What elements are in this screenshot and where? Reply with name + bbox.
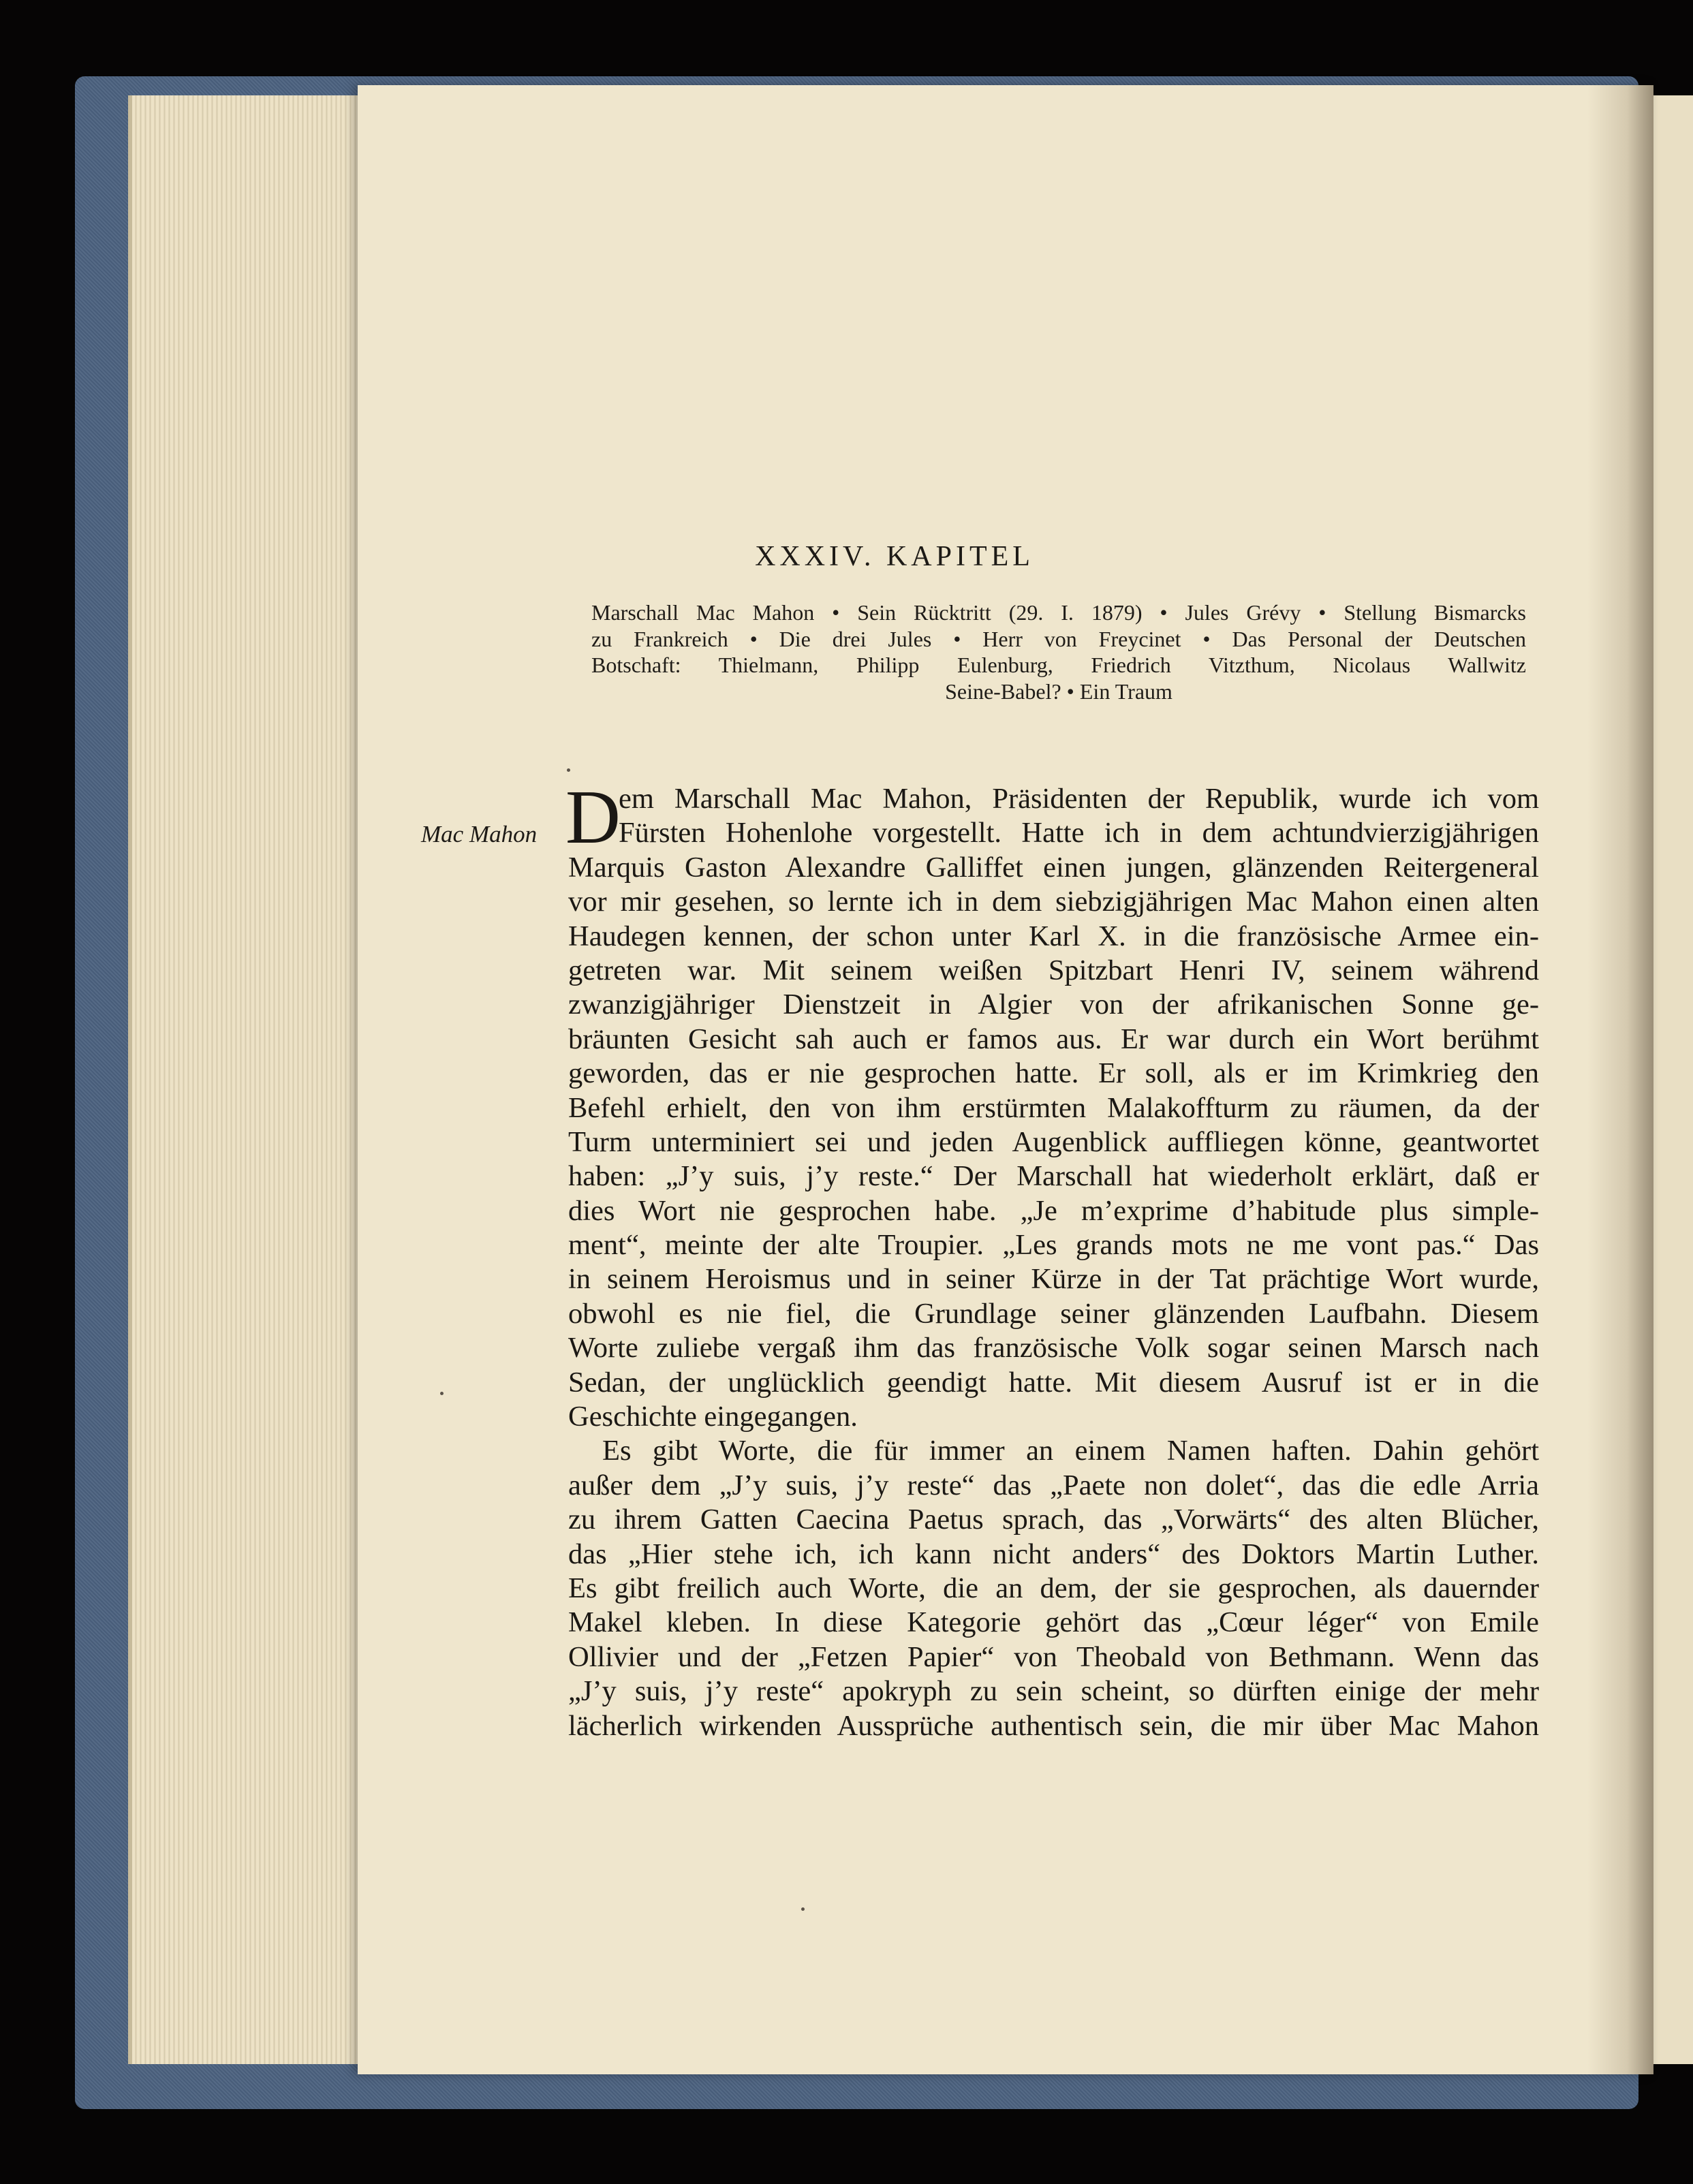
text-line: Marquis Gaston Alexandre Galliffet einen jungen, glänzenden Reitergeneral <box>568 851 1539 884</box>
page-speck <box>440 1392 444 1395</box>
text-line: Es gibt Worte, die für immer an einem Namen haften. Dahin gehört <box>602 1435 1539 1467</box>
drop-cap: D <box>565 775 621 860</box>
text-line: Haudegen kennen, der schon unter Karl X. in die französische Armee ein- <box>568 920 1539 952</box>
text-line: Makel kleben. In diese Kategorie gehört das „Cœur léger“ von Emile <box>568 1606 1539 1639</box>
facing-page-edge <box>1649 95 1693 2064</box>
text-line: vor mir gesehen, so lernte ich in dem siebzigjährigen Mac Mahon einen alten <box>568 886 1539 918</box>
text-line: zwanzigjähriger Dienstzeit in Algier von der afrikanischen Sonne ge- <box>568 988 1539 1021</box>
text-line: Sedan, der unglücklich geendigt hatte. Mit diesem Ausruf ist er in die <box>568 1366 1539 1399</box>
text-line: haben: „J’y suis, j’y reste.“ Der Marschall hat wiederholt erklärt, daß er <box>568 1160 1539 1193</box>
text-line: außer dem „J’y suis, j’y reste“ das „Paete non dolet“, das die edle Arria <box>568 1469 1539 1501</box>
text-line: Befehl erhielt, den von ihm erstürmten Malakoffturm zu räumen, da der <box>568 1091 1539 1124</box>
text-line: Worte zuliebe vergaß ihm das französische Volk sogar seinen Marsch nach <box>568 1332 1539 1364</box>
chapter-title: XXXIV. KAPITEL <box>755 541 1034 572</box>
text-line: Fürsten Hohenlohe vorgestellt. Hatte ich in dem achtundvierzigjährigen <box>619 817 1539 849</box>
margin-note: Mac Mahon <box>421 821 538 847</box>
paragraph-1 <box>568 782 1539 1434</box>
text-line: Geschichte eingegangen. <box>568 1401 858 1433</box>
text-line: „J’y suis, j’y reste“ apokryph zu sein scheint, so dürften einige der mehr <box>568 1675 1539 1708</box>
summary-line: Botschaft: Thielmann, Philipp Eulenburg, Friedrich Vitzthum, Nicolaus Wallwitz <box>591 653 1526 677</box>
spine-shadow <box>1587 85 1653 2074</box>
page-edges <box>128 95 367 2064</box>
summary-line: Seine-Babel? • Ein Traum <box>945 678 1172 704</box>
text-line: geworden, das er nie gesprochen hatte. Er soll, als er im Krimkrieg den <box>568 1057 1539 1090</box>
text-line: Ollivier und der „Fetzen Papier“ von Theobald von Bethmann. Wenn das <box>568 1640 1539 1673</box>
paragraph-2 <box>568 1434 1539 1743</box>
body-text <box>565 775 1539 1743</box>
text-line: ment“, meinte der alte Troupier. „Les grands mots ne me vont pas.“ Das <box>568 1229 1539 1262</box>
text-line: Es gibt freilich auch Worte, die an dem, der sie gesprochen, als dauernder <box>568 1572 1539 1604</box>
text-line: dies Wort nie gesprochen habe. „Je m’exprime d’habitude plus simple- <box>568 1194 1539 1227</box>
text-line: Turm unterminiert sei und jeden Augenblick auffliegen könne, geantwortet <box>568 1125 1539 1158</box>
page-speck <box>567 768 570 772</box>
text-line: bräunten Gesicht sah auch er famos aus. Er war durch ein Wort berühmt <box>568 1023 1539 1055</box>
text-line: das „Hier stehe ich, ich kann nicht anders“ des Doktors Martin Luther. <box>568 1538 1539 1570</box>
text-line: getreten war. Mit seinem weißen Spitzbart Henri IV, seinem während <box>568 954 1539 986</box>
chapter-summary <box>591 599 1526 704</box>
text-line: in seinem Heroismus und in seiner Kürze in der Tat prächtige Wort wurde, <box>568 1263 1539 1296</box>
text-line: lächerlich wirkenden Aussprüche authentisch sein, die mir über Mac Mahon <box>568 1709 1539 1742</box>
page-speck <box>801 1907 805 1911</box>
summary-line: Marschall Mac Mahon • Sein Rücktritt (29. I. 1879) • Jules Grévy • Stellung Bismarcks <box>591 600 1526 625</box>
text-line: obwohl es nie fiel, die Grundlage seiner glänzenden Laufbahn. Diesem <box>568 1297 1539 1330</box>
text-line: zu ihrem Gatten Caecina Paetus sprach, das „Vorwärts“ des alten Blücher, <box>568 1503 1539 1536</box>
summary-line: zu Frankreich • Die drei Jules • Herr von Freycinet • Das Personal der Deutschen <box>591 626 1526 651</box>
text-line: em Marschall Mac Mahon, Präsidenten der Republik, wurde ich vom <box>619 783 1539 815</box>
